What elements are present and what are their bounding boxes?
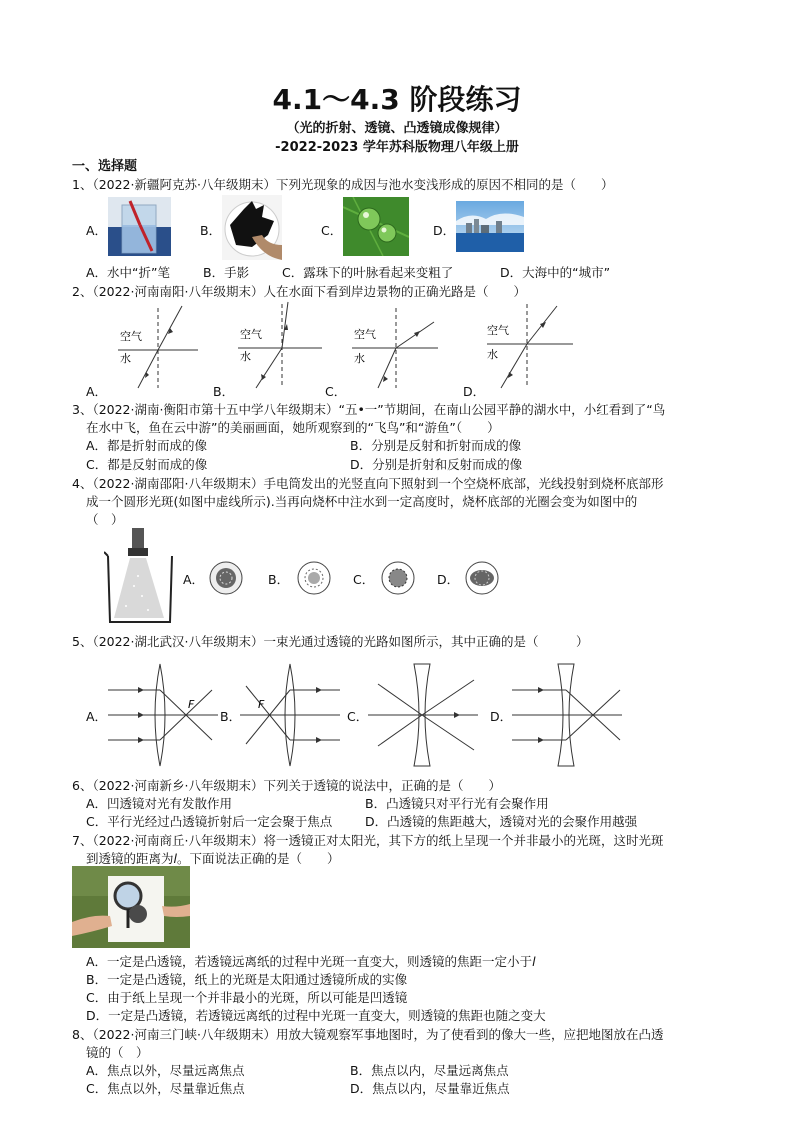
q8-option-c: C．焦点以外，尽量靠近焦点 xyxy=(86,1081,245,1096)
q1-option-b: B．手影 xyxy=(203,265,250,280)
q6-option-d: D．凸透镜的焦距越大，透镜对光的会聚作用越强 xyxy=(365,814,638,829)
q1-photo-mirage-city xyxy=(456,201,524,252)
q2-letter-a: A． xyxy=(86,384,108,399)
q5-letter-a: A． xyxy=(86,709,108,724)
question-6-stem: 6、（2022·河南新乡·八年级期末）下列关于透镜的说法中，正确的是（ ） xyxy=(72,778,501,793)
q5-letter-c: C． xyxy=(347,709,369,724)
q7-option-b: B．一定是凸透镜，纸上的光斑是太阳通过透镜所成的实像 xyxy=(86,972,408,987)
water-label: 水 xyxy=(354,352,365,365)
question-4-stem-line2: 成一个圆形光斑(如图中虚线所示).当再向烧杯中注水到一定高度时，烧杯底部的光圈会变为如图中的 xyxy=(86,494,638,509)
focus-label: F xyxy=(258,698,265,711)
q4-circle-a xyxy=(208,560,244,596)
question-2-stem: 2、（2022·河南南阳·八年级期末）人在水面下看到岸边景物的正确光路是（ ） xyxy=(72,284,526,299)
q4-letter-d: D． xyxy=(437,572,460,587)
q5-diagram-c xyxy=(368,660,478,770)
water-label: 水 xyxy=(240,350,251,363)
question-3-stem-line2: 在水中飞，鱼在云中游”的美丽画面，她所观察到的“飞鸟”和“游鱼”（ ） xyxy=(86,420,500,435)
q7-option-a xyxy=(86,952,536,970)
q2-letter-d: D． xyxy=(463,384,486,399)
question-7-stem-line2 xyxy=(86,849,340,867)
q4-circle-c xyxy=(380,560,416,596)
water-label: 水 xyxy=(120,352,131,365)
q6-option-c: C．平行光经过凸透镜折射后一定会聚于焦点 xyxy=(86,814,333,829)
q7-option-d: D．一定是凸透镜，若透镜远离纸的过程中光斑一直变大，则透镜的焦距也随之变大 xyxy=(86,1008,546,1023)
q8-option-d: D．焦点以内，尽量靠近焦点 xyxy=(350,1081,510,1096)
q7-distance-symbol: l xyxy=(532,954,536,969)
q3-option-c: C．都是反射而成的像 xyxy=(86,457,208,472)
question-5-stem: 5、（2022·湖北武汉·八年级期末）一束光通过透镜的光路如图所示，其中正确的是（ ） xyxy=(72,634,589,649)
focus-label: F xyxy=(188,698,195,711)
question-8-stem-line1: 8、（2022·河南三门峡·八年级期末）用放大镜观察军事地图时，为了使看到的像大一些，应把地图放在凸透 xyxy=(72,1027,664,1042)
question-7-stem-line1: 7、（2022·河南商丘·八年级期末）将一透镜正对太阳光，其下方的纸上呈现一个并非最小的光斑，这时光斑 xyxy=(72,833,664,848)
water-label: 水 xyxy=(487,348,498,361)
subtitle-topics: （光的折射、透镜、凸透镜成像规律） xyxy=(286,121,508,136)
q4-letter-b: B． xyxy=(268,572,290,587)
q2-diagram-c xyxy=(350,300,440,390)
question-1-stem: 1、（2022·新疆阿克苏·八年级期末）下列光现象的成因与池水变浅形成的原因不相同的是（ ） xyxy=(72,177,614,192)
air-label: 空气 xyxy=(354,328,376,341)
q5-diagram-d xyxy=(512,660,622,770)
question-4-stem-line1: 4、（2022·湖南邵阳·八年级期末）手电筒发出的光竖直向下照射到一个空烧杯底部，光线投射到烧杯底部形 xyxy=(72,476,664,491)
q6-option-b: B．凸透镜只对平行光有会聚作用 xyxy=(365,796,549,811)
q5-diagram-a xyxy=(108,660,218,770)
q2-diagram-a xyxy=(116,300,200,390)
air-label: 空气 xyxy=(487,324,509,337)
q1-option-a: A．水中“折”笔 xyxy=(86,265,171,280)
q8-option-b: B．焦点以内，尽量远离焦点 xyxy=(350,1063,509,1078)
q1-letter-c: C． xyxy=(321,223,343,238)
q2-letter-b: B． xyxy=(213,384,235,399)
air-label: 空气 xyxy=(120,330,142,343)
air-label: 空气 xyxy=(240,328,262,341)
q1-photo-pencil-in-water xyxy=(108,197,171,256)
q7-stem-part: 到透镜的距离为 xyxy=(86,851,174,866)
q1-option-d: D．大海中的“城市” xyxy=(500,265,611,280)
q3-option-a: A．都是折射而成的像 xyxy=(86,438,208,453)
q7-option-c: C．由于纸上呈现一个并非最小的光斑，所以可能是凹透镜 xyxy=(86,990,408,1005)
q7-distance-symbol: l xyxy=(173,851,177,866)
section-heading: 一、选择题 xyxy=(72,159,138,174)
q7-photo-lens-sunlight xyxy=(72,866,190,948)
question-8-stem-line2: 镜的（ ） xyxy=(86,1045,149,1060)
q2-letter-c: C． xyxy=(325,384,347,399)
q5-diagram-b xyxy=(240,660,340,770)
q1-option-c: C．露珠下的叶脉看起来变粗了 xyxy=(282,265,454,280)
q7-stem-part: 。下面说法正确的是（ ） xyxy=(177,851,340,866)
q1-photo-hand-shadow xyxy=(222,195,282,260)
subtitle-course: -2022-2023 学年苏科版物理八年级上册 xyxy=(275,140,519,155)
q5-letter-d: D． xyxy=(490,709,513,724)
q4-circle-b xyxy=(296,560,332,596)
q8-option-a: A．焦点以外，尽量远离焦点 xyxy=(86,1063,245,1078)
q3-option-b: B．分别是反射和折射而成的像 xyxy=(350,438,522,453)
question-3-stem-line1: 3、（2022·湖南·衡阳市第十五中学八年级期末）“五•一”节期间，在南山公园平静的湖水中，小红看到了“鸟 xyxy=(72,402,666,417)
q1-letter-b: B． xyxy=(200,223,222,238)
page-title: 4.1～4.3 阶段练习 xyxy=(272,83,522,116)
q4-letter-a: A． xyxy=(183,572,205,587)
question-4-stem-line3: （ ） xyxy=(86,512,124,527)
q3-option-d: D．分别是折射和反射而成的像 xyxy=(350,457,523,472)
q1-photo-dew-on-leaf xyxy=(343,197,409,256)
q7-option-a-text: A．一定是凸透镜，若透镜远离纸的过程中光斑一直变大，则透镜的焦距一定小于 xyxy=(86,954,533,969)
q5-letter-b: B． xyxy=(220,709,242,724)
q2-diagram-b xyxy=(236,300,324,390)
q1-letter-a: A． xyxy=(86,223,108,238)
q6-option-a: A．凹透镜对光有发散作用 xyxy=(86,796,233,811)
q4-beaker-flashlight-figure xyxy=(104,526,176,626)
q1-letter-d: D． xyxy=(433,223,456,238)
q2-diagram-d xyxy=(485,300,575,390)
q4-circle-d xyxy=(464,560,500,596)
q4-letter-c: C． xyxy=(353,572,375,587)
